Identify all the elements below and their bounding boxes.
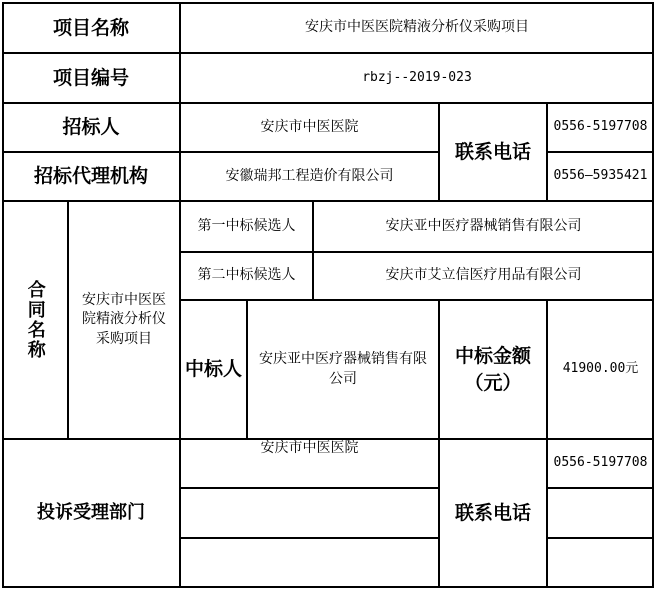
complaint-contact-value: 0556-5197708 [553, 455, 648, 471]
first-candidate-value: 安庆亚中医疗器械销售有限公司 [385, 217, 582, 234]
row-divider [547, 487, 654, 489]
contract-name-label-text: 合同名称 [24, 280, 46, 360]
project-code-value: rbzj--2019-023 [362, 69, 472, 85]
row-divider [2, 151, 439, 153]
winner-label: 中标人 [184, 358, 242, 381]
row-divider [180, 251, 654, 253]
row-divider [547, 537, 654, 539]
agency-label: 招标代理机构 [33, 165, 148, 188]
row-divider [2, 438, 654, 440]
winning-amount-value: 41900.00元 [562, 361, 639, 377]
column-divider [179, 2, 181, 201]
table-border [2, 2, 4, 588]
table-border [2, 586, 654, 588]
column-divider [67, 200, 69, 439]
contract-name-value: 安庆市中医医院精液分析仪采购项目 [82, 291, 166, 347]
tenderer-value: 安庆市中医医院 [260, 118, 359, 135]
table-border [2, 2, 654, 4]
tenderer-phone-value: 0556-5197708 [553, 119, 648, 135]
complaint-dept-label: 投诉受理部门 [37, 502, 145, 524]
winning-amount-label: 中标金额（元） [454, 344, 531, 394]
column-divider [246, 299, 248, 439]
agency-phone-value: 0556—5935421 [553, 168, 648, 184]
column-divider [438, 102, 440, 202]
row-divider [180, 487, 439, 489]
winner-value: 安庆亚中医疗器械销售有限公司 [259, 350, 427, 387]
row-divider [547, 151, 654, 153]
column-divider [546, 102, 548, 202]
project-name-label: 项目名称 [52, 16, 129, 39]
row-divider [2, 52, 654, 54]
column-divider [312, 200, 314, 300]
row-divider [180, 299, 654, 301]
row-divider [2, 102, 654, 104]
column-divider [546, 299, 548, 588]
complaint-contact-label: 联系电话 [454, 501, 531, 524]
second-candidate-label: 第二中标候选人 [197, 267, 296, 284]
contact-phone-label: 联系电话 [454, 140, 531, 163]
agency-value: 安徽瑞邦工程造价有限公司 [225, 167, 394, 184]
project-code-label: 项目编号 [52, 66, 129, 89]
complaint-blank-cell [547, 488, 654, 538]
row-divider [2, 200, 654, 202]
complaint-blank-cell [180, 488, 439, 538]
complaint-blank-cell [180, 538, 439, 587]
complaint-dept-value: 安庆市中医医院 [260, 440, 359, 456]
complaint-blank-cell [547, 538, 654, 587]
row-divider [180, 537, 439, 539]
project-name-value: 安庆市中医医院精液分析仪采购项目 [305, 19, 529, 36]
tenderer-label: 招标人 [62, 116, 120, 139]
column-divider [438, 299, 440, 588]
contract-name-label [2, 201, 68, 439]
column-divider [179, 200, 181, 588]
first-candidate-label: 第一中标候选人 [197, 217, 296, 234]
table-border [652, 2, 654, 588]
second-candidate-value: 安庆市艾立信医疗用品有限公司 [385, 267, 582, 284]
